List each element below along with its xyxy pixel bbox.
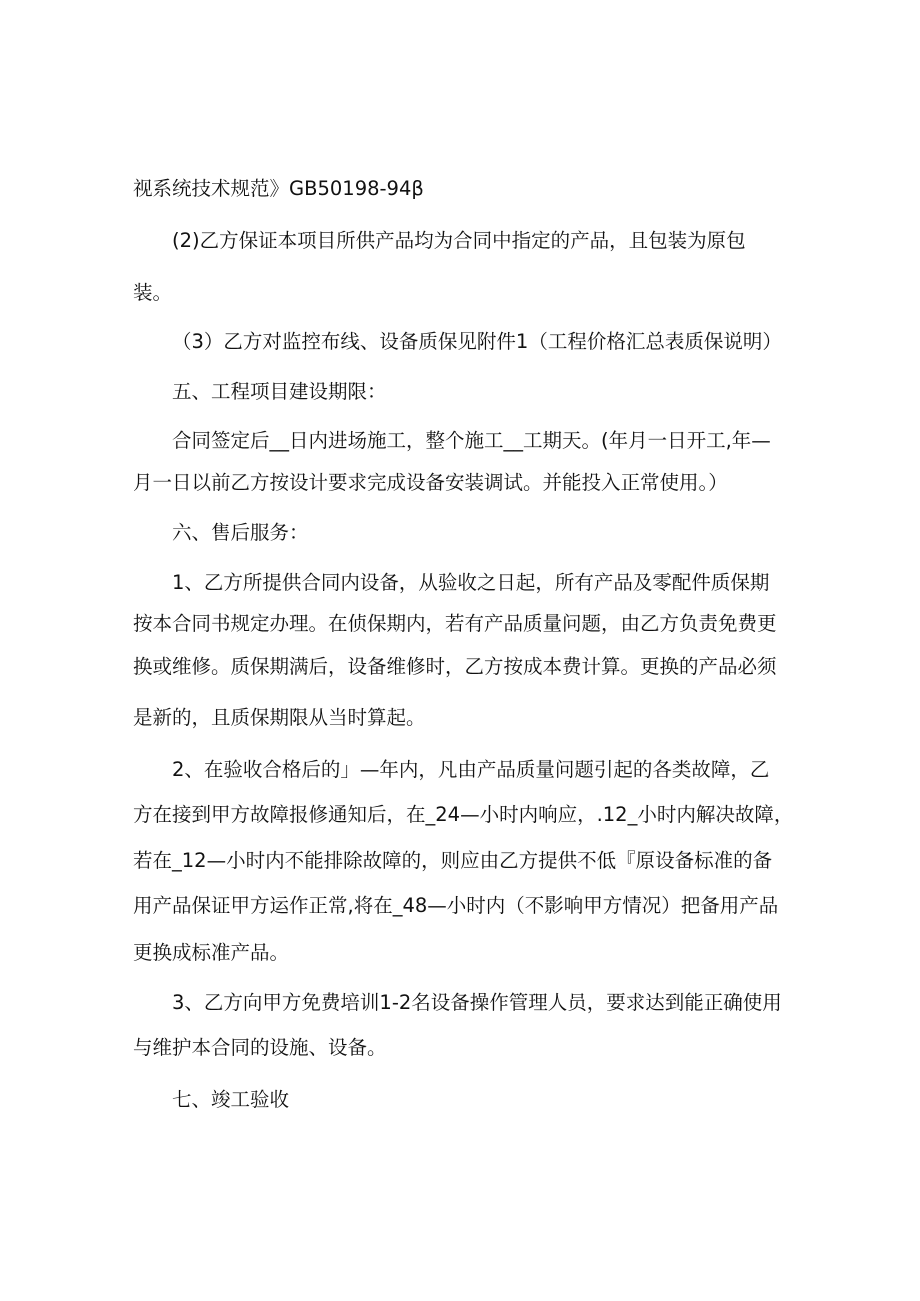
text-line: 2、在验收合格后的」—年内，凡由产品质量问题引起的各类故障，乙 [172, 758, 770, 781]
text-line: 更换成标准产品。 [133, 941, 290, 964]
text-line: 是新的，且质保期限从当时算起。 [133, 706, 426, 729]
section-heading: 六、售后服务： [172, 521, 309, 544]
text-line: 与维护本合同的设施、设备。 [133, 1036, 387, 1059]
text-line: 1、乙方所提供合同内设备，从验收之日起，所有产品及零配件质保期 [172, 571, 770, 594]
text-line: 月一日以前乙方按设计要求完成设备安装调试。并能投入正常使用。） [133, 471, 728, 494]
text-line: （3）乙方对监控布线、设备质保见附件1（工程价格汇总表质保说明） [172, 330, 782, 353]
text-line: 换或维修。质保期满后，设备维修时，乙方按成本费计算。更换的产品必须 [133, 655, 777, 678]
text-line: 合同签定后__日内进场施工，整个施工__工期天。(年月一日开工,年— [172, 429, 771, 452]
text-line: 视系统技术规范》GB50198-94β [133, 177, 424, 200]
text-line: 按本合同书规定办理。在侦保期内，若有产品质量问题，由乙方负责免费更 [133, 612, 777, 635]
text-line: 3、乙方向甲方免费培训1-2名设备操作管理人员，要求达到能正确使用 [172, 991, 782, 1014]
text-line: 方在接到甲方故障报修通知后，在_24—小时内响应，.12_小时内解决故障， [133, 803, 794, 826]
section-heading: 七、竣工验收 [172, 1088, 290, 1111]
text-line: 若在_12—小时内不能排除故障的，则应由乙方提供不低『原设备标准的备 [133, 849, 773, 872]
text-line: (2)乙方保证本项目所供产品均为合同中指定的产品，且包装为原包 [172, 229, 746, 252]
text-line: 用产品保证甲方运作正常,将在_48—小时内（不影响甲方情况）把备用产品 [133, 894, 779, 917]
section-heading: 五、工程项目建设期限： [172, 380, 387, 403]
text-line: 装。 [133, 281, 173, 304]
